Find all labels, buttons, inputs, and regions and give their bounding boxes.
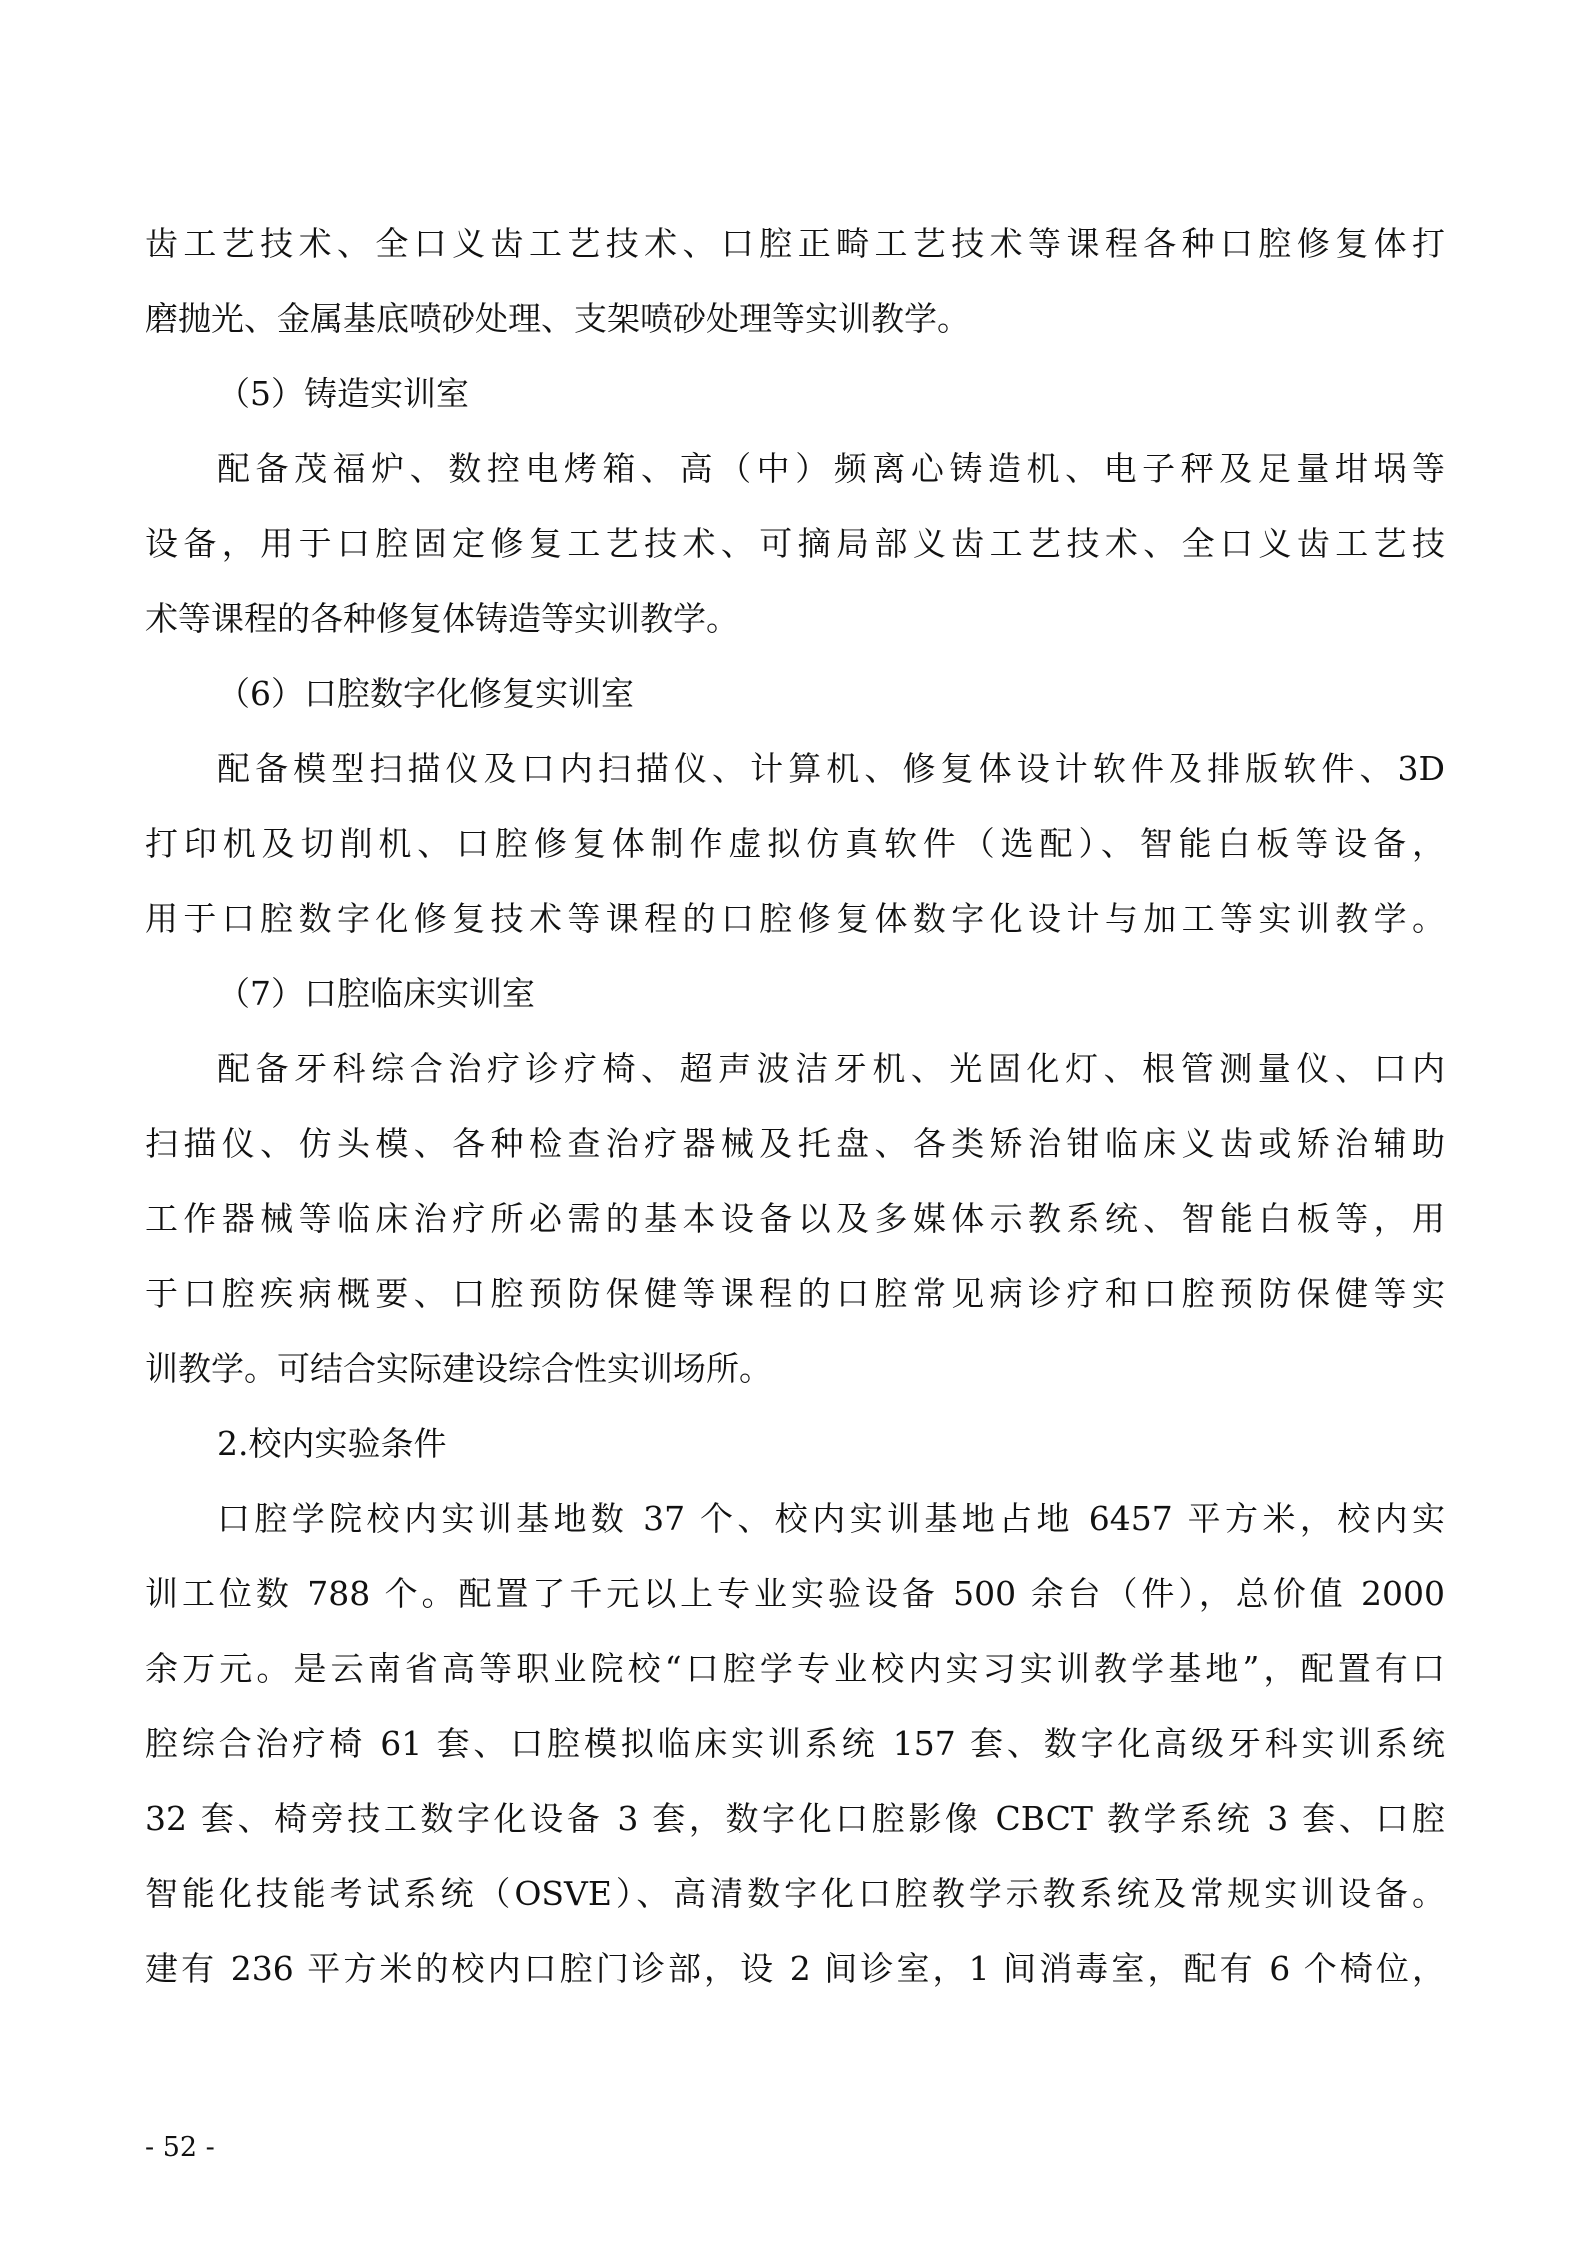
paragraph-line: 术等课程的各种修复体铸造等实训教学。: [145, 599, 739, 638]
paragraph-line: 磨抛光、金属基底喷砂处理、支架喷砂处理等实训教学。: [145, 299, 970, 338]
paragraph-line: 余万元。是云南省高等职业院校“口腔学专业校内实习实训教学基地”，配置有口: [145, 1649, 1445, 1688]
paragraph-line: 训工位数 788 个。配置了千元以上专业实验设备 500 余台（件），总价值 2000: [145, 1574, 1445, 1613]
paragraph-line: 配备茂福炉、数控电烤箱、高（中）频离心铸造机、电子秤及足量坩埚等: [217, 449, 1445, 488]
paragraph-line: 打印机及切削机、口腔修复体制作虚拟仿真软件（选配）、智能白板等设备，: [145, 824, 1445, 863]
section-heading: （5）铸造实训室: [217, 374, 469, 413]
paragraph-line: 工作器械等临床治疗所必需的基本设备以及多媒体示教系统、智能白板等，用: [145, 1199, 1445, 1238]
paragraph-line: 智能化技能考试系统（OSVE）、高清数字化口腔教学示教系统及常规实训设备。: [145, 1874, 1445, 1913]
paragraph-line: 设备，用于口腔固定修复工艺技术、可摘局部义齿工艺技术、全口义齿工艺技: [145, 524, 1445, 563]
paragraph-line: 腔综合治疗椅 61 套、口腔模拟临床实训系统 157 套、数字化高级牙科实训系统: [145, 1724, 1445, 1763]
body-text: [145, 206, 1445, 2006]
section-heading: 2.校内实验条件: [217, 1424, 447, 1463]
paragraph-line: 于口腔疾病概要、口腔预防保健等课程的口腔常见病诊疗和口腔预防保健等实: [145, 1274, 1445, 1313]
paragraph-line: 口腔学院校内实训基地数 37 个、校内实训基地占地 6457 平方米，校内实: [217, 1499, 1445, 1538]
paragraph-line: 配备模型扫描仪及口内扫描仪、计算机、修复体设计软件及排版软件、3D: [217, 749, 1445, 788]
paragraph-line: 32 套、椅旁技工数字化设备 3 套，数字化口腔影像 CBCT 教学系统 3 套、口腔: [145, 1799, 1445, 1838]
paragraph-line: 训教学。可结合实际建设综合性实训场所。: [145, 1349, 772, 1388]
paragraph-line: 扫描仪、仿头模、各种检查治疗器械及托盘、各类矫治钳临床义齿或矫治辅助: [145, 1124, 1445, 1163]
page-number: - 52 -: [145, 2132, 215, 2163]
paragraph-line: 用于口腔数字化修复技术等课程的口腔修复体数字化设计与加工等实训教学。: [145, 899, 1445, 938]
section-heading: （7）口腔临床实训室: [217, 974, 535, 1013]
paragraph-line: 齿工艺技术、全口义齿工艺技术、口腔正畸工艺技术等课程各种口腔修复体打: [145, 224, 1445, 263]
section-heading: （6）口腔数字化修复实训室: [217, 674, 634, 713]
paragraph-line: 配备牙科综合治疗诊疗椅、超声波洁牙机、光固化灯、根管测量仪、口内: [217, 1049, 1445, 1088]
paragraph-line: 建有 236 平方米的校内口腔门诊部，设 2 间诊室，1 间消毒室，配有 6 个椅位，: [145, 1949, 1445, 1988]
